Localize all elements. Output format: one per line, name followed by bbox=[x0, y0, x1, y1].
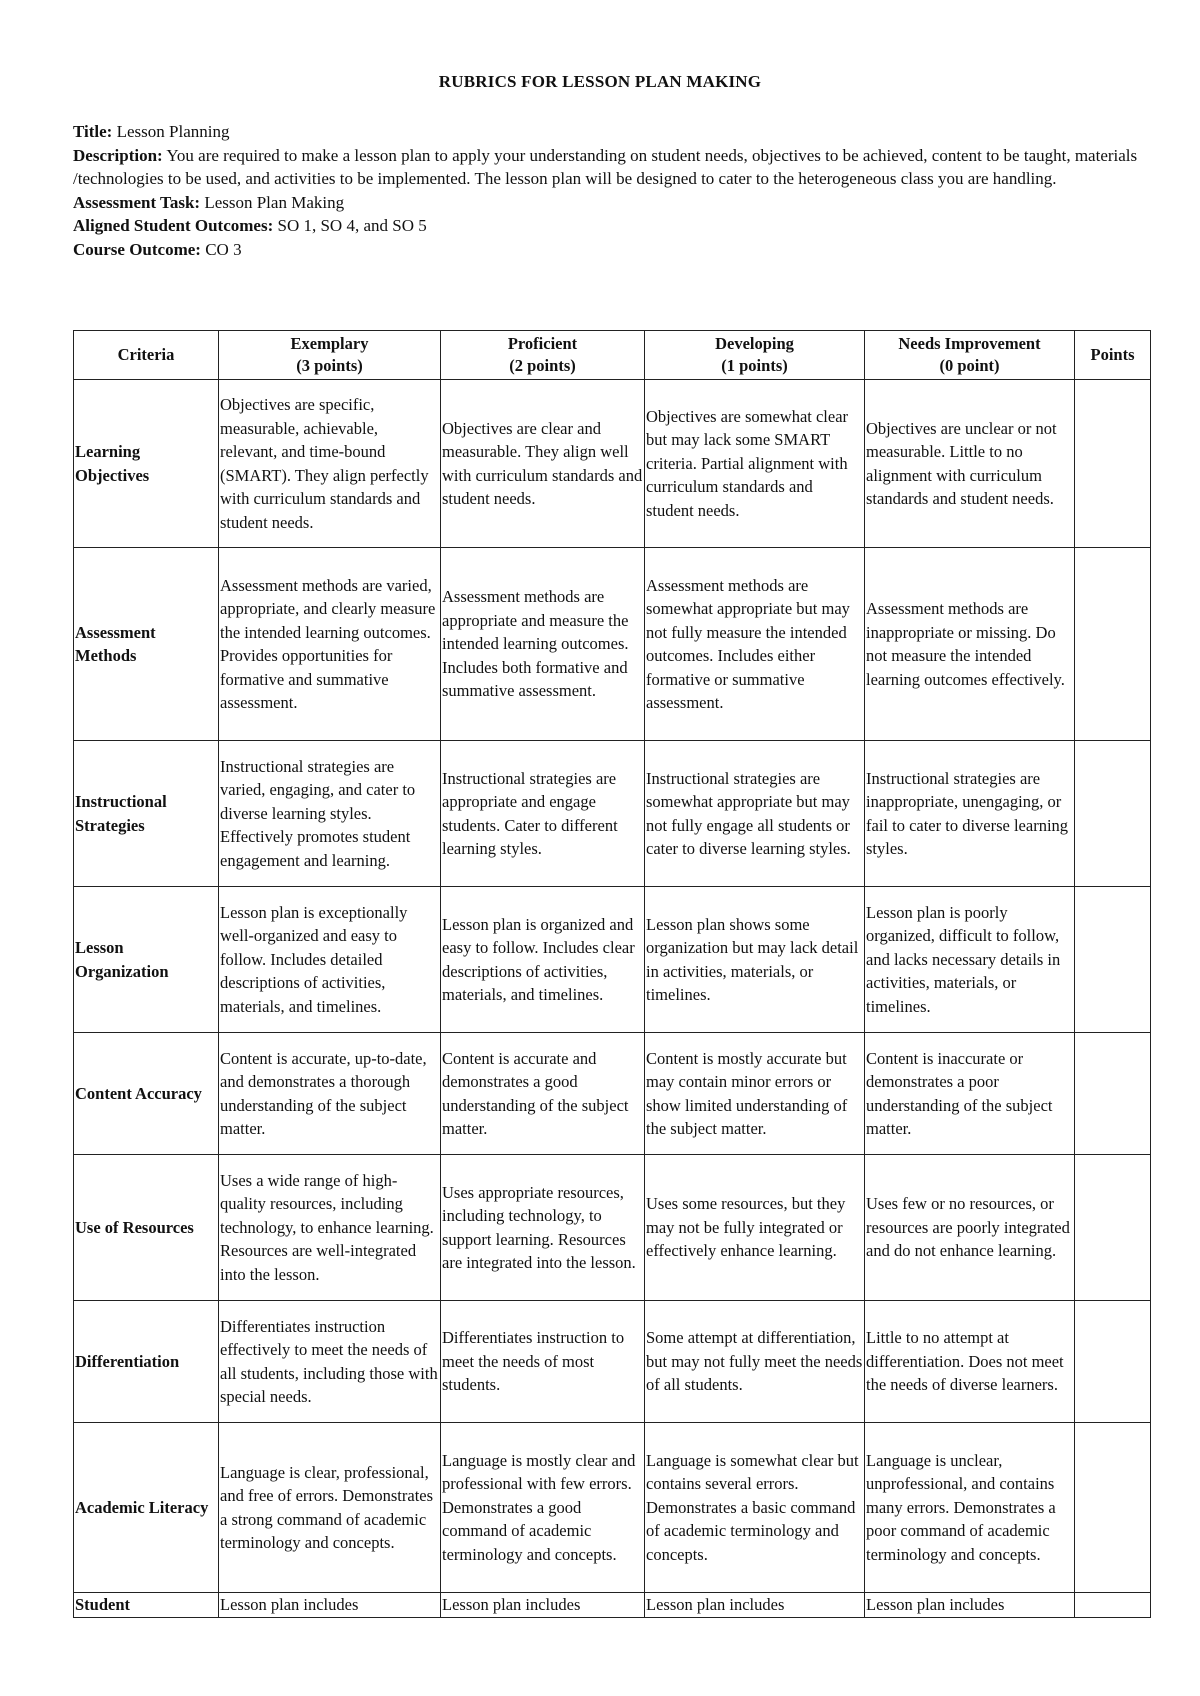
exemplary-cell: Lesson plan is exceptionally well-organized and easy to follow. Includes detailed descriptions of activities, materials, and timelines. bbox=[219, 887, 441, 1033]
developing-cell: Language is somewhat clear but contains several errors. Demonstrates a basic command of academic terminology and concepts. bbox=[645, 1423, 865, 1593]
points-cell[interactable] bbox=[1075, 380, 1151, 548]
proficient-cell: Assessment methods are appropriate and measure the intended learning outcomes. Includes both formative and summative assessment. bbox=[441, 548, 645, 741]
points-cell[interactable] bbox=[1075, 741, 1151, 887]
meta-course-outcome-value: CO 3 bbox=[205, 239, 242, 259]
points-cell[interactable] bbox=[1075, 1423, 1151, 1593]
exemplary-cell: Instructional strategies are varied, engaging, and cater to diverse learning styles. Effectively promotes student engagement and learning. bbox=[219, 741, 441, 887]
developing-cell: Uses some resources, but they may not be fully integrated or effectively enhance learning. bbox=[645, 1155, 865, 1301]
table-row bbox=[74, 380, 1151, 548]
header-exemplary: Exemplary (3 points) bbox=[219, 331, 441, 380]
criteria-cell: Student bbox=[74, 1593, 219, 1618]
needs-improvement-cell: Language is unclear, unprofessional, and contains many errors. Demonstrates a poor command of academic terminology and concepts. bbox=[865, 1423, 1075, 1593]
meta-title bbox=[73, 120, 1143, 144]
needs-improvement-cell: Instructional strategies are inappropriate, unengaging, or fail to cater to diverse learning styles. bbox=[865, 741, 1075, 887]
table-row bbox=[74, 741, 1151, 887]
header-points: Points bbox=[1075, 331, 1151, 380]
developing-cell: Some attempt at differentiation, but may not fully meet the needs of all students. bbox=[645, 1301, 865, 1423]
meta-task bbox=[73, 191, 1143, 215]
needs-improvement-cell: Uses few or no resources, or resources are poorly integrated and do not enhance learning. bbox=[865, 1155, 1075, 1301]
exemplary-cell: Assessment methods are varied, appropriate, and clearly measure the intended learning outcomes. Provides opportunities for formative and summative assessment. bbox=[219, 548, 441, 741]
proficient-cell: Lesson plan is organized and easy to follow. Includes clear descriptions of activities, materials, and timelines. bbox=[441, 887, 645, 1033]
points-cell[interactable] bbox=[1075, 887, 1151, 1033]
meta-course-outcome-label: Course Outcome: bbox=[73, 239, 201, 259]
meta-title-label: Title: bbox=[73, 122, 113, 141]
criteria-cell: Learning Objectives bbox=[74, 380, 219, 548]
table-row bbox=[74, 548, 1151, 741]
developing-cell: Instructional strategies are somewhat appropriate but may not fully engage all students or cater to diverse learning styles. bbox=[645, 741, 865, 887]
points-cell[interactable] bbox=[1075, 1301, 1151, 1423]
proficient-cell: Uses appropriate resources, including technology, to support learning. Resources are integrated into the lesson. bbox=[441, 1155, 645, 1301]
criteria-cell: Use of Resources bbox=[74, 1155, 219, 1301]
needs-improvement-cell: Assessment methods are inappropriate or missing. Do not measure the intended learning outcomes effectively. bbox=[865, 548, 1075, 741]
developing-cell: Lesson plan includes bbox=[645, 1593, 865, 1618]
proficient-cell: Differentiates instruction to meet the needs of most students. bbox=[441, 1301, 645, 1423]
exemplary-cell: Uses a wide range of high-quality resources, including technology, to enhance learning. Resources are well-integrated into the lesson. bbox=[219, 1155, 441, 1301]
criteria-cell: Content Accuracy bbox=[74, 1033, 219, 1155]
table-row bbox=[74, 1301, 1151, 1423]
proficient-cell: Lesson plan includes bbox=[441, 1593, 645, 1618]
meta-description bbox=[73, 144, 1143, 191]
meta-course-outcome bbox=[73, 238, 1143, 262]
points-cell[interactable] bbox=[1075, 1033, 1151, 1155]
exemplary-cell: Differentiates instruction effectively to meet the needs of all students, including those with special needs. bbox=[219, 1301, 441, 1423]
meta-task-value: Lesson Plan Making bbox=[204, 192, 345, 212]
criteria-cell: Differentiation bbox=[74, 1301, 219, 1423]
meta-description-value: You are required to make a lesson plan to apply your understanding on student needs, objectives to be achieved, content to be taught, materials /technologies to be used, and activities to be implemented. The lesson plan will be designed to cater to the heterogeneous class you are handling. bbox=[73, 145, 1138, 188]
needs-improvement-cell: Little to no attempt at differentiation. Does not meet the needs of diverse learners. bbox=[865, 1301, 1075, 1423]
rubric-table bbox=[73, 330, 1151, 1618]
rubric-meta bbox=[73, 120, 1143, 261]
criteria-cell: Academic Literacy bbox=[74, 1423, 219, 1593]
proficient-cell: Objectives are clear and measurable. They align well with curriculum standards and student needs. bbox=[441, 380, 645, 548]
table-row bbox=[74, 887, 1151, 1033]
meta-title-value: Lesson Planning bbox=[116, 122, 230, 141]
exemplary-cell: Content is accurate, up-to-date, and demonstrates a thorough understanding of the subject matter. bbox=[219, 1033, 441, 1155]
table-row bbox=[74, 1155, 1151, 1301]
meta-task-label: Assessment Task: bbox=[73, 192, 201, 212]
rubric-header-row bbox=[74, 331, 1151, 380]
needs-improvement-cell: Lesson plan is poorly organized, difficult to follow, and lacks necessary details in activities, materials, or timelines. bbox=[865, 887, 1075, 1033]
header-proficient: Proficient (2 points) bbox=[441, 331, 645, 380]
developing-cell: Assessment methods are somewhat appropriate but may not fully measure the intended outcomes. Includes either formative or summative assessment. bbox=[645, 548, 865, 741]
table-row bbox=[74, 1423, 1151, 1593]
proficient-cell: Content is accurate and demonstrates a good understanding of the subject matter. bbox=[441, 1033, 645, 1155]
meta-student-outcomes bbox=[73, 214, 1143, 238]
criteria-cell: Lesson Organization bbox=[74, 887, 219, 1033]
points-cell[interactable] bbox=[1075, 1155, 1151, 1301]
needs-improvement-cell: Lesson plan includes bbox=[865, 1593, 1075, 1618]
points-cell[interactable] bbox=[1075, 1593, 1151, 1618]
needs-improvement-cell: Content is inaccurate or demonstrates a poor understanding of the subject matter. bbox=[865, 1033, 1075, 1155]
exemplary-cell: Objectives are specific, measurable, achievable, relevant, and time-bound (SMART). They align perfectly with curriculum standards and student needs. bbox=[219, 380, 441, 548]
criteria-cell: Assessment Methods bbox=[74, 548, 219, 741]
developing-cell: Lesson plan shows some organization but may lack detail in activities, materials, or timelines. bbox=[645, 887, 865, 1033]
proficient-cell: Instructional strategies are appropriate and engage students. Cater to different learning styles. bbox=[441, 741, 645, 887]
developing-cell: Objectives are somewhat clear but may lack some SMART criteria. Partial alignment with curriculum standards and student needs. bbox=[645, 380, 865, 548]
meta-description-label: Description: bbox=[73, 145, 163, 165]
header-needs-improvement: Needs Improvement (0 point) bbox=[865, 331, 1075, 380]
exemplary-cell: Lesson plan includes bbox=[219, 1593, 441, 1618]
table-row bbox=[74, 1033, 1151, 1155]
document-title: RUBRICS FOR LESSON PLAN MAKING bbox=[438, 72, 762, 91]
points-cell[interactable] bbox=[1075, 548, 1151, 741]
exemplary-cell: Language is clear, professional, and free of errors. Demonstrates a strong command of academic terminology and concepts. bbox=[219, 1423, 441, 1593]
developing-cell: Content is mostly accurate but may contain minor errors or show limited understanding of the subject matter. bbox=[645, 1033, 865, 1155]
needs-improvement-cell: Objectives are unclear or not measurable. Little to no alignment with curriculum standards and student needs. bbox=[865, 380, 1075, 548]
meta-student-outcomes-label: Aligned Student Outcomes: bbox=[73, 216, 274, 235]
meta-student-outcomes-value: SO 1, SO 4, and SO 5 bbox=[277, 216, 427, 235]
header-criteria: Criteria bbox=[74, 331, 219, 380]
criteria-cell: Instructional Strategies bbox=[74, 741, 219, 887]
header-developing: Developing (1 points) bbox=[645, 331, 865, 380]
table-row bbox=[74, 1593, 1151, 1618]
proficient-cell: Language is mostly clear and professional with few errors. Demonstrates a good command of academic terminology and concepts. bbox=[441, 1423, 645, 1593]
